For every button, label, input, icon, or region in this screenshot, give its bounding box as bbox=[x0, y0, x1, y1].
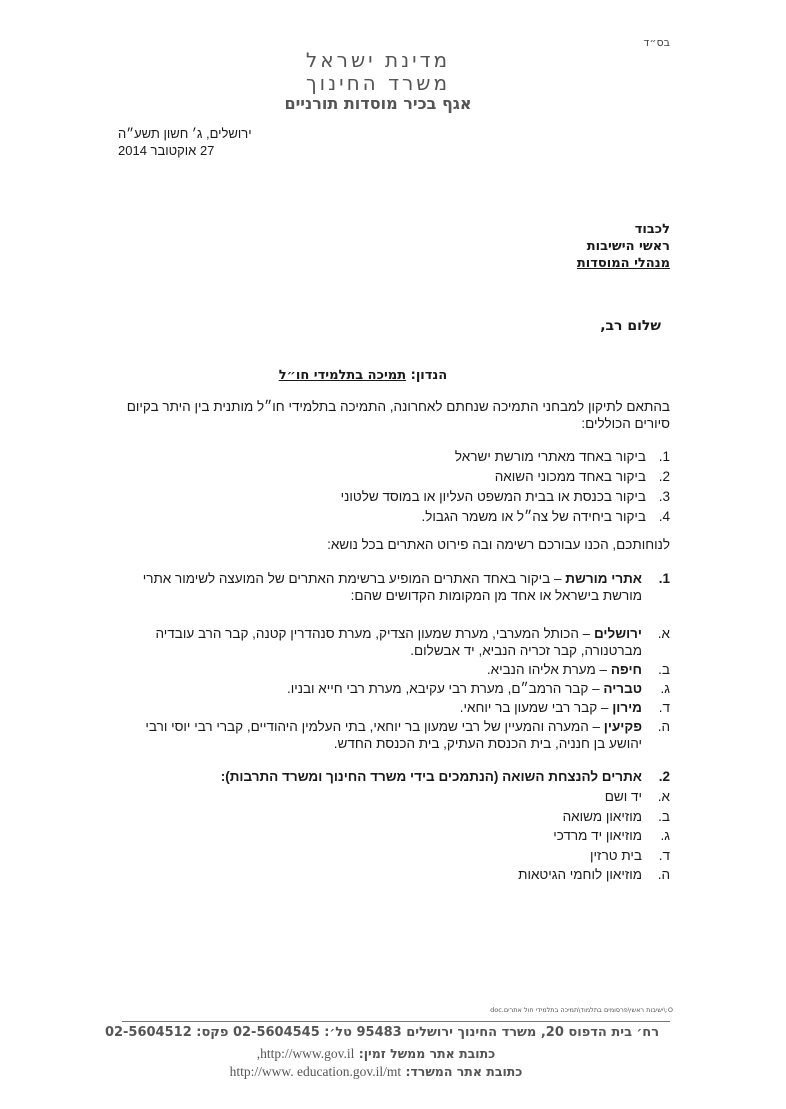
place-sites: – מערת אליהו הנביא. bbox=[486, 662, 611, 677]
list-letter: ג. bbox=[660, 681, 670, 696]
subject-line bbox=[0, 368, 786, 383]
list-letter: ב. bbox=[658, 662, 670, 677]
section-body bbox=[110, 570, 642, 604]
edu-site-label: כתובת אתר המשרד: bbox=[401, 1064, 523, 1079]
subject-text: תמיכה בתלמידי חו״ל bbox=[278, 368, 407, 383]
list-item bbox=[370, 787, 670, 807]
list-number: 1. bbox=[658, 449, 670, 464]
section-text: – ביקור באחד האתרים המופיע ברשימת האתרים של המועצה לשימור אתרי מורשת בישראל או אחד מן המקומות הקדושים שהם: bbox=[142, 571, 642, 603]
place-name: טבריה bbox=[603, 681, 642, 696]
list-item bbox=[341, 467, 670, 487]
list-item bbox=[370, 807, 670, 827]
lead-paragraph: לנוחותכם, הכנו עבורכם רשימה ובה פירוט האתרים בכל נושא: bbox=[327, 537, 670, 552]
list-text: ביקור באחד ממכוני השואה bbox=[494, 469, 646, 484]
intro-paragraph: בהתאם לתיקון למבחני התמיכה שנחתם לאחרונה, התמיכה בתלמידי חו״ל מותנית בין היתר בקיום סיורים הכוללים: bbox=[126, 399, 670, 431]
list-letter: ה. bbox=[657, 867, 670, 882]
list-item bbox=[110, 699, 670, 716]
list-text: בית טרזין bbox=[589, 847, 642, 863]
list-text: יד ושם bbox=[604, 789, 642, 804]
conditions-list bbox=[341, 447, 670, 527]
heritage-sites-list bbox=[110, 625, 670, 754]
list-letter: ב. bbox=[658, 808, 670, 824]
section-title: אתרים להנצחת השואה (הנתמכים בידי משרד החינוך ומשרד התרבות): bbox=[220, 769, 642, 784]
place-name: פקיעין bbox=[603, 719, 642, 734]
list-item bbox=[110, 661, 670, 678]
list-letter: ד. bbox=[658, 700, 670, 715]
hebrew-date: ירושלים, ג׳ חשון תשע״ה bbox=[118, 126, 252, 141]
letterhead-ministry: משרד החינוך bbox=[305, 71, 451, 95]
place-sites: – הכותל המערבי, מערת שמעון הצדיק, מערת סנהדרין קטנה, קבר הרב עובדיה מברטנורה, קבר זכריה הנביא, יד אבשלום. bbox=[155, 626, 642, 658]
place-sites: – קבר רבי שמעון בר יוחאי. bbox=[459, 700, 613, 715]
section-number: 2. bbox=[658, 769, 670, 784]
list-letter: ד. bbox=[658, 847, 670, 863]
list-text: ביקור ביחידה של צה״ל או משמר הגבול. bbox=[421, 509, 646, 524]
addressee-salutation: לכבוד bbox=[634, 222, 670, 237]
list-letter: א. bbox=[657, 626, 670, 641]
list-text: מוזיאון לוחמי הגיטאות bbox=[518, 867, 642, 882]
list-item bbox=[341, 507, 670, 527]
edu-site-link[interactable]: http://www. education.gov.il/mt bbox=[229, 1064, 402, 1079]
list-item bbox=[110, 625, 670, 659]
list-item bbox=[110, 680, 670, 697]
letterhead-state: מדינת ישראל bbox=[305, 48, 451, 72]
list-number: 4. bbox=[658, 509, 670, 524]
subject-label: הנדון: bbox=[406, 368, 448, 383]
list-letter: ג. bbox=[660, 828, 670, 843]
list-text: ביקור באחד מאתרי מורשת ישראל bbox=[454, 449, 646, 464]
section-body bbox=[110, 768, 642, 785]
footer-gov-site bbox=[0, 1046, 786, 1062]
list-letter: ה. bbox=[657, 719, 670, 734]
gov-site-label: כתובת אתר ממשל זמין: bbox=[354, 1046, 496, 1061]
list-item bbox=[341, 487, 670, 507]
place-sites: – קבר הרמב״ם, מערת רבי עקיבא, מערת רבי חייא ובניו. bbox=[286, 681, 604, 696]
addressee-heads: ראשי הישיבות bbox=[586, 239, 670, 254]
list-item bbox=[370, 826, 670, 846]
list-text: מוזיאון משואה bbox=[562, 808, 642, 824]
gregorian-date: 27 אוקטובר 2014 bbox=[118, 143, 215, 158]
section-title: אתרי מורשת bbox=[565, 571, 642, 586]
footer-divider bbox=[122, 1021, 670, 1022]
section-number: 1. bbox=[658, 571, 670, 586]
list-letter: א. bbox=[657, 789, 670, 804]
addressee-managers: מנהלי המוסדות bbox=[576, 256, 670, 271]
list-item bbox=[370, 846, 670, 866]
greeting: שלום רב, bbox=[600, 318, 661, 334]
file-path: O:\ישיבות ראשי\פרסומים בתלמוד\תמיכה בתלמידי חול אתרים.doc bbox=[490, 1006, 673, 1014]
letterhead-division: אגף בכיר מוסדות תורניים bbox=[284, 94, 472, 113]
list-item bbox=[370, 865, 670, 885]
list-text: ביקור בכנסת או בבית המשפט העליון או במוסד שלטוני bbox=[340, 489, 646, 504]
top-blessing-mark: בס״ד bbox=[643, 36, 670, 49]
footer-address: רח׳ בית הדפוס 20, משרד החינוך ירושלים 95483 טל׳: 02-5604545 פקס: 02-5604512 bbox=[104, 1025, 660, 1040]
footer-edu-site bbox=[0, 1064, 786, 1080]
list-number: 2. bbox=[658, 469, 670, 484]
list-text: מוזיאון יד מרדכי bbox=[553, 828, 642, 843]
holocaust-sites-list bbox=[370, 787, 670, 885]
list-item bbox=[341, 447, 670, 467]
gov-site-link[interactable]: http://www.gov.il, bbox=[256, 1046, 355, 1061]
place-sites: – המערה והמעיין של רבי שמעון בר יוחאי, בתי העלמין היהודיים, קברי רבי יוסי ורבי יהושע בן חנניה, בית הכנסת העתיק, בית הכנסת החדש. bbox=[145, 719, 642, 751]
place-name: ירושלים bbox=[593, 626, 642, 641]
section-holocaust-sites bbox=[110, 768, 670, 785]
section-heritage-sites bbox=[110, 570, 670, 604]
place-name: חיפה bbox=[610, 662, 642, 677]
list-item bbox=[110, 718, 670, 752]
list-number: 3. bbox=[658, 489, 670, 504]
place-name: מירון bbox=[612, 700, 642, 715]
